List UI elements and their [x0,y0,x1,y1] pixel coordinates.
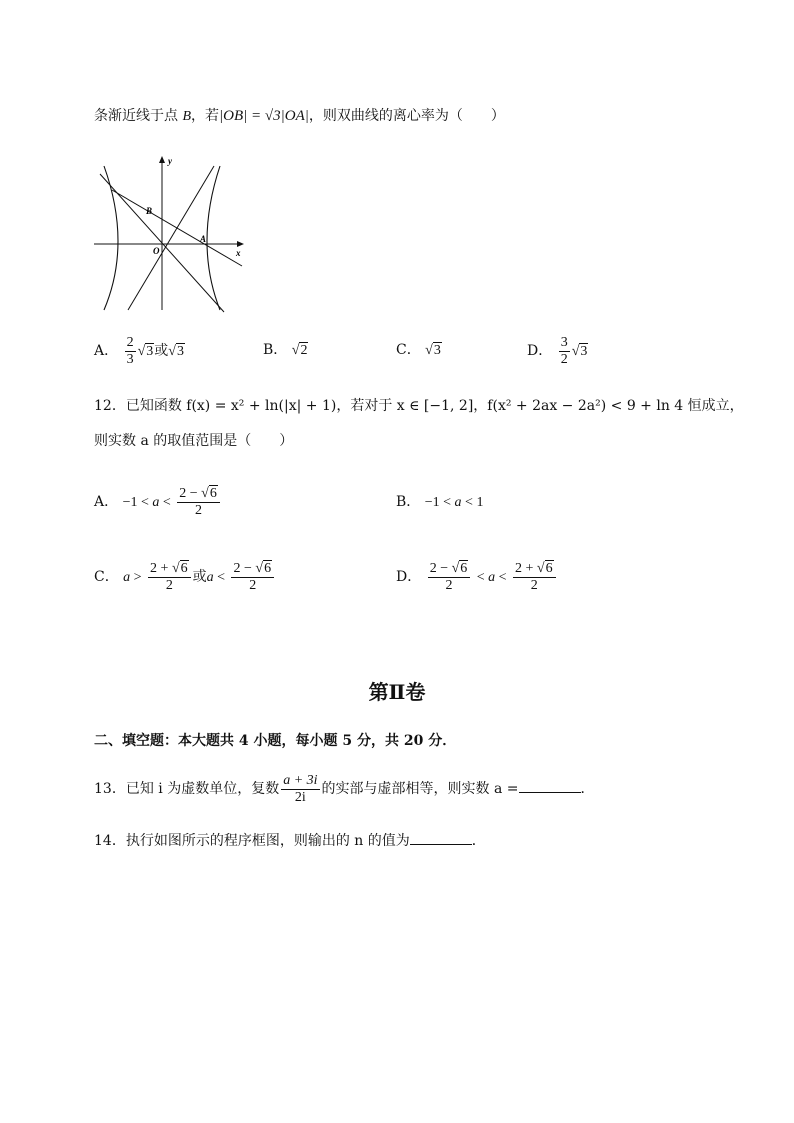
x-axis-arrow [237,241,244,247]
q11-point-b: B [182,109,192,124]
y-axis-arrow [159,156,165,163]
section-heading: 二、填空题：本大题共 4 小题，每小题 5 分，共 20 分． [94,733,457,749]
fraction: $\frac{2 - √6}{2}$ [177,486,220,519]
q12-option-c-label: C． [94,569,119,585]
q14-pre: 14．执行如图所示的程序框图，则输出的 n 的值为 [94,833,410,849]
fraction: $\frac{2 - √6}{2}$ [231,561,274,594]
q12-line2: 则实数 a 的取值范围是（ ） [94,433,294,449]
q11-option-c [396,340,442,361]
hyperbola-right-branch [207,166,220,310]
q13 [94,771,595,807]
q13-fraction-den: 2i [294,789,306,805]
label-a: A [200,234,207,244]
label-b: B [146,206,153,216]
q11-option-d-content: $\frac{3}{2}$ √3 [560,334,588,367]
q12-option-d-label: D． [396,569,422,585]
q11-text-pre: 条渐近线于点 [94,108,183,124]
q11-option-a-content: $\frac{2}{3}$ √3或√3 [126,334,184,367]
hyperbola-left-branch [104,166,118,310]
fraction: $\frac{2}{3}$ [126,334,134,367]
q11-option-a [94,334,185,369]
q12-option-b-content: −1 < a < 1 [424,495,484,510]
q12-option-b [396,492,483,513]
label-x: x [236,248,241,258]
fraction: $\frac{2 + √6}{2}$ [148,561,191,594]
q13-end: ． [580,781,595,797]
q13-fraction-num: a + 3i [283,772,318,788]
section-title: 第Ⅱ卷 [368,680,426,704]
hyperbola-figure [90,152,250,314]
q14 [94,830,486,851]
label-y: y [168,156,172,166]
q11-option-b [263,340,308,361]
fraction: $\frac{2 - √6}{2}$ [428,561,471,594]
q13-post: 的实部与虚部相等，则实数 a = [321,781,519,797]
q11-equation: |OB| = √3|OA| [219,108,309,124]
q14-answer-blank [410,830,472,845]
q11-option-a-label: A． [94,343,119,359]
q11-option-b-label: B． [263,342,288,358]
fraction: $\frac{3}{2}$ [560,334,568,367]
q11-option-c-label: C． [396,342,421,358]
q11-text-mid: ，若 [191,108,220,124]
q14-end: ． [471,833,486,849]
q11-option-d-label: D． [527,343,553,359]
fraction: $\frac{2 + √6}{2}$ [513,561,556,594]
q11-option-d [527,334,588,369]
q13-fraction [281,773,319,806]
label-o: O [153,246,160,256]
q12-option-a: A． −1 < a < $\frac{2 - √6}{2}$ [94,484,222,521]
q11-option-c-content: √3 [425,343,441,358]
q11-text-post: ，则双曲线的离心率为（ ） [308,108,505,124]
q11-text [94,106,505,127]
q13-pre: 13．已知 i 为虚数单位，复数 [94,781,280,797]
q13-answer-blank [519,778,581,793]
line-ba [112,190,242,266]
q12-option-c: C． a > $\frac{2 + √6}{2}$ 或a < $\frac{2 - √6}{2}$ [94,559,276,596]
q11-option-b-content: √2 [291,343,308,358]
q12-option-a-label: A． [94,494,119,510]
q12-option-b-label: B． [396,494,421,510]
q12-line1: 12．已知函数 f(x) = x² + ln(|x| + 1)，若对于 x ∈ [−1, 2]，f(x² + 2ax − 2a²) < 9 + ln 4 恒成立， [94,398,744,414]
q12-option-d: D． $\frac{2 - √6}{2}$ < a < $\frac{2 + √6}{2}$ [396,559,558,596]
